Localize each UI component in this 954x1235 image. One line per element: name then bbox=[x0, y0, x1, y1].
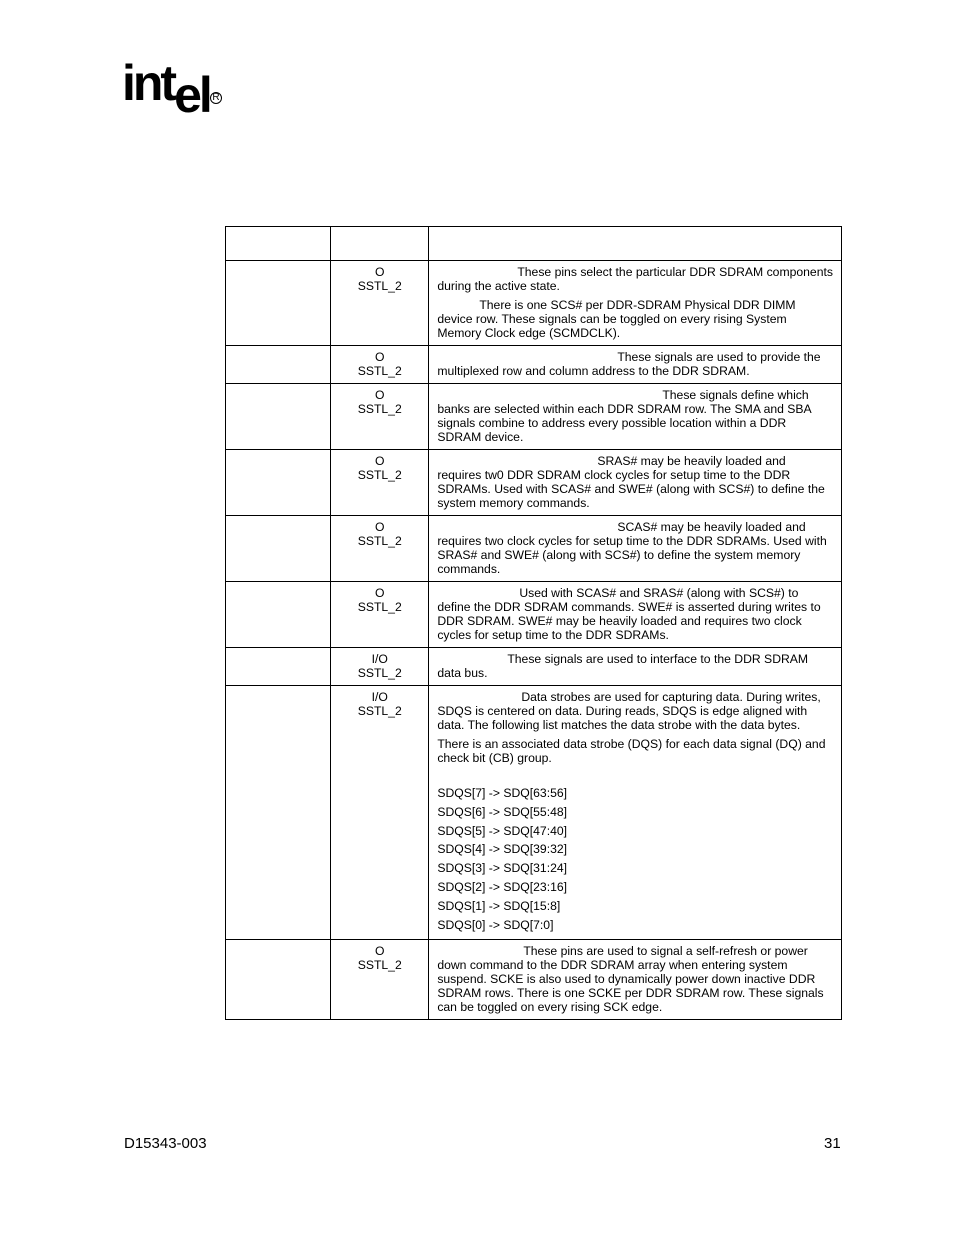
table-header-row bbox=[226, 227, 842, 261]
strobe-mapping-item: SDQS[6] -> SDQ[55:48] bbox=[437, 804, 568, 819]
signal-description-cell bbox=[429, 450, 842, 516]
signal-direction: I/O bbox=[371, 652, 388, 666]
signal-io-standard: SSTL_2 bbox=[357, 958, 402, 973]
description-paragraph: Data strobes are used for capturing data. During writes, SDQS is centered on data. During reads, SDQS is edge aligned with data. The following list matches the data strobe with the data bytes. bbox=[437, 690, 821, 732]
strobe-mapping-item: SDQS[2] -> SDQ[23:16] bbox=[437, 879, 568, 894]
page-number: 31 bbox=[824, 1135, 841, 1152]
signal-name-cell bbox=[226, 582, 331, 648]
signal-direction: O bbox=[374, 454, 385, 468]
signal-name-cell bbox=[226, 516, 331, 582]
signal-io-standard: SSTL_2 bbox=[357, 704, 402, 718]
signal-description-cell bbox=[429, 940, 842, 1020]
signal-type-cell bbox=[331, 450, 429, 516]
table-row bbox=[226, 940, 842, 1020]
table-row bbox=[226, 450, 842, 516]
signal-name-cell bbox=[226, 261, 331, 346]
signal-direction: O bbox=[374, 265, 385, 279]
table-row bbox=[226, 582, 842, 648]
header-cell-signal bbox=[226, 227, 331, 261]
signal-type-cell bbox=[331, 516, 429, 582]
signal-direction: O bbox=[374, 520, 385, 534]
table-row bbox=[226, 648, 842, 686]
signal-type-cell bbox=[331, 384, 429, 450]
strobe-mapping-item: SDQS[5] -> SDQ[47:40] bbox=[437, 823, 568, 838]
description-paragraph: Used with SCAS# and SRAS# (along with SCS#) to define the DDR SDRAM commands. SWE# is asserted during writes to DDR SDRAM. SWE# may be heavily loaded and requires two clock cycles for setup time to the DDR SDRAMs. bbox=[437, 586, 821, 642]
signal-name-cell bbox=[226, 450, 331, 516]
signal-direction: O bbox=[374, 350, 385, 364]
logo-text-base: int bbox=[122, 55, 175, 111]
signal-description-cell bbox=[429, 346, 842, 384]
signal-name-cell bbox=[226, 686, 331, 940]
description-paragraph: These pins are used to signal a self-refresh or power down command to the DDR SDRAM array when entering system suspend. SCKE is also used to dynamically power down inactive DDR SDRAM rows. There is one SCKE per DDR SDRAM row. These signals can be toggled on every rising SCK edge. bbox=[437, 944, 824, 1015]
header-cell-description bbox=[429, 227, 842, 261]
signal-description-cell bbox=[429, 261, 842, 346]
table-row bbox=[226, 346, 842, 384]
table-row bbox=[226, 686, 842, 940]
signal-name-cell bbox=[226, 384, 331, 450]
signal-io-standard: SSTL_2 bbox=[357, 600, 402, 614]
strobe-mapping-item: SDQS[0] -> SDQ[7:0] bbox=[437, 917, 554, 932]
strobe-mapping-item: SDQS[4] -> SDQ[39:32] bbox=[437, 842, 568, 857]
signal-type-cell bbox=[331, 648, 429, 686]
signal-description-cell bbox=[429, 686, 842, 940]
description-paragraph: These signals define which banks are selected within each DDR SDRAM row. The SMA and SBA signals combine to address every possible location within a DDR SDRAM device. bbox=[437, 388, 812, 444]
signal-description-cell bbox=[429, 582, 842, 648]
table-row bbox=[226, 261, 842, 346]
signal-type-cell bbox=[331, 261, 429, 346]
signal-description-cell bbox=[429, 384, 842, 450]
signal-name-cell bbox=[226, 346, 331, 384]
description-paragraph: There is an associated data strobe (DQS) for each data signal (DQ) and check bit (CB) group. bbox=[437, 737, 826, 765]
signal-type-cell bbox=[331, 346, 429, 384]
table-row bbox=[226, 384, 842, 450]
signal-io-standard: SSTL_2 bbox=[357, 279, 402, 293]
description-paragraph: These signals are used to provide the multiplexed row and column address to the DDR SDRAM. bbox=[437, 350, 821, 378]
signal-name-cell bbox=[226, 940, 331, 1020]
description-paragraph: These signals are used to interface to the DDR SDRAM data bus. bbox=[437, 652, 809, 680]
strobe-mapping-item: SDQS[7] -> SDQ[63:56] bbox=[437, 786, 568, 800]
signal-io-standard: SSTL_2 bbox=[357, 402, 402, 416]
signal-description-cell bbox=[429, 648, 842, 686]
signal-description-cell bbox=[429, 516, 842, 582]
signal-io-standard: SSTL_2 bbox=[357, 534, 402, 548]
strobe-mapping-item: SDQS[1] -> SDQ[15:8] bbox=[437, 898, 561, 913]
description-paragraph: SCAS# may be heavily loaded and requires two clock cycles for setup time to the DDR SDRAMs. Used with SRAS# and SWE# (along with SCS#) to define the system memory commands. bbox=[437, 520, 827, 576]
signal-description-table bbox=[225, 226, 842, 1020]
signal-type-cell bbox=[331, 940, 429, 1020]
signal-io-standard: SSTL_2 bbox=[357, 364, 402, 378]
registered-mark: R bbox=[210, 92, 222, 104]
intel-logo bbox=[122, 55, 220, 123]
signal-name-cell bbox=[226, 648, 331, 686]
description-paragraph: These pins select the particular DDR SDRAM components during the active state. bbox=[437, 265, 833, 293]
signal-direction: O bbox=[374, 388, 385, 402]
signal-io-standard: SSTL_2 bbox=[357, 468, 402, 482]
logo-text-drop: el bbox=[174, 67, 210, 123]
strobe-mapping-item: SDQS[3] -> SDQ[31:24] bbox=[437, 861, 568, 876]
signal-type-cell bbox=[331, 686, 429, 940]
signal-io-standard: SSTL_2 bbox=[357, 666, 402, 680]
signal-direction: I/O bbox=[371, 690, 388, 704]
description-paragraph: There is one SCS# per DDR-SDRAM Physical DDR DIMM device row. These signals can be toggled on every rising System Memory Clock edge (SCMDCLK). bbox=[437, 298, 796, 340]
table-row bbox=[226, 516, 842, 582]
document-number: D15343-003 bbox=[124, 1135, 207, 1152]
description-paragraph: SRAS# may be heavily loaded and requires tw0 DDR SDRAM clock cycles for setup time to the DDR SDRAMs. Used with SCAS# and SWE# (along with SCS#) to define the system memory commands. bbox=[437, 454, 825, 510]
signal-type-cell bbox=[331, 582, 429, 648]
signal-direction: O bbox=[374, 586, 385, 600]
header-cell-type bbox=[331, 227, 429, 261]
signal-direction: O bbox=[374, 944, 385, 959]
